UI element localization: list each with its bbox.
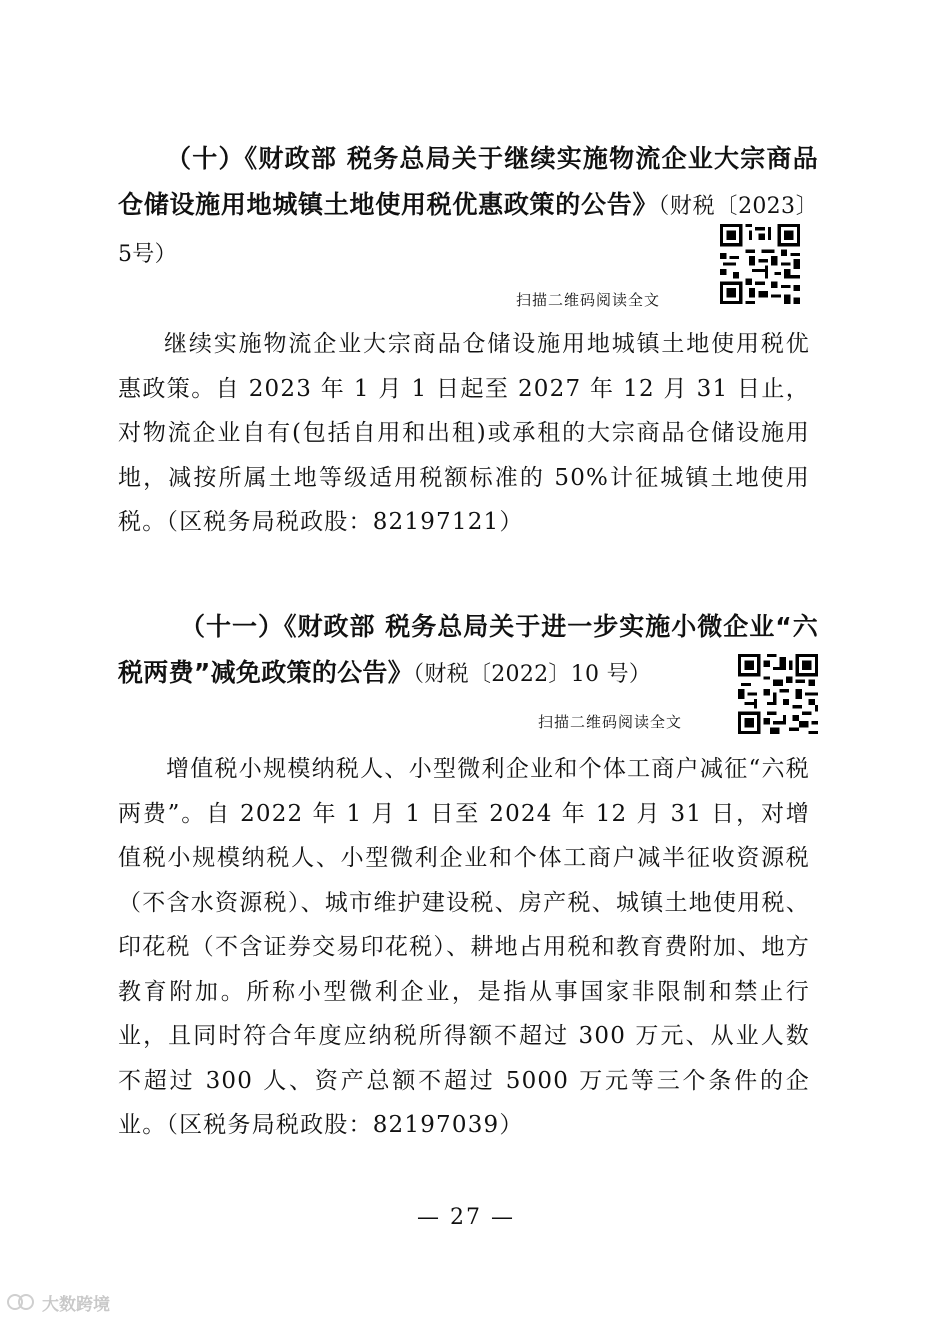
qr-caption: 扫描二维码阅读全文 xyxy=(516,291,661,309)
section-10-paragraph: 继续实施物流企业大宗商品仓储设施用地城镇土地使用税优惠政策。自 2023 年 1 月 1 日起至 2027 年 12 月 31 日止，对物流企业自有(包括自用和出租)或承租的大宗商品仓储设施用地，减按所属土地等级适用税额标准的 50%计征城镇土地使用税。（区税务局税政股：82197121） xyxy=(118,331,810,535)
section-11-doc-number: （财税〔2022〕10 号） xyxy=(413,662,652,687)
section-10-doc-number: （财税〔2023〕5号） xyxy=(118,194,818,267)
qr-code-icon[interactable] xyxy=(720,224,800,304)
section-10-heading xyxy=(118,136,818,278)
section-11-paragraph: 增值税小规模纳税人、小型微利企业和个体工商户减征“六税两费”。自 2022 年 1 月 1 日至 2024 年 12 月 31 日，对增值税小规模纳税人、小型微利企业和个体工商户减半征收资源税（不含水资源税）、城市维护建设税、房产税、城镇土地使用税、印花税（不含证券交易印花税）、耕地占用税和教育费附加、地方教育附加。所称小型微利企业，是指从事国家非限制和禁止行业，且同时符合年度应纳税所得额不超过 300 万元、从业人数不超过 300 人、资产总额不超过 5000 万元等三个条件的企业。（区税务局税政股：82197039） xyxy=(118,756,810,1138)
watermark-logo-icon xyxy=(6,1292,36,1312)
page-number: — 27 — xyxy=(417,1205,515,1230)
qr-code-icon[interactable] xyxy=(738,654,818,734)
watermark-text: 大数跨境 xyxy=(42,1294,110,1315)
section-11-title: （十一）《财政部 税务总局关于进一步实施小微企业“六税两费”减免政策的公告》 xyxy=(118,612,818,687)
qr-caption: 扫描二维码阅读全文 xyxy=(538,713,683,731)
section-10-title: （十）《财政部 税务总局关于继续实施物流企业大宗商品仓储设施用地城镇土地使用税优惠政策的公告》 xyxy=(118,144,818,219)
section-11-heading xyxy=(118,604,818,698)
watermark xyxy=(6,1291,110,1313)
